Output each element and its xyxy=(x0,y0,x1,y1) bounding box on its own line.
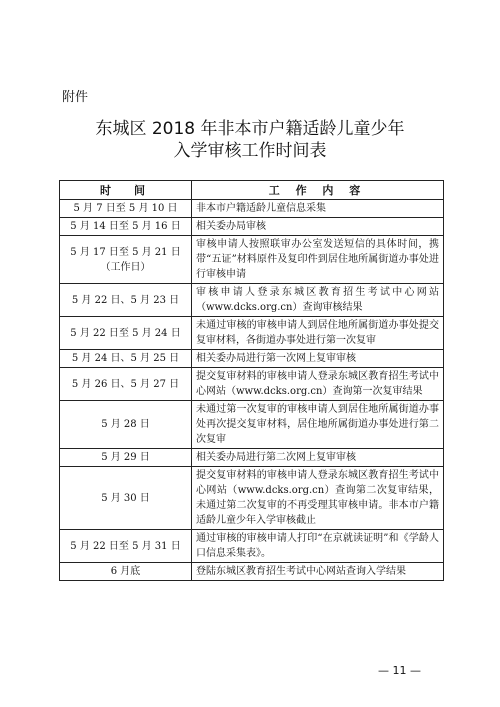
table-row xyxy=(60,284,444,317)
table-row xyxy=(60,218,444,236)
row-time: 5 月 17 日至 5 月 21 日（工作日） xyxy=(60,236,192,284)
row-time: 5 月 28 日 xyxy=(60,401,192,449)
page-number: — 11 — xyxy=(378,664,421,677)
row-time: 5 月 22 日至 5 月 24 日 xyxy=(60,317,192,350)
row-content: 审核申请人登录东城区教育招生考试中心网站（www.dcks.org.cn）查询审核结果 xyxy=(192,284,444,317)
table-row xyxy=(60,317,444,350)
row-content: 审核申请人按照联审办公室发送短信的具体时间，携带“五证”材料原件及复印件到居住地所属街道办事处进行审核申请 xyxy=(192,236,444,284)
document-title-line2: 入学审核工作时间表 xyxy=(173,141,327,161)
row-content: 相关委办局进行第一次网上复审审核 xyxy=(192,350,444,368)
row-content: 相关委办局审核 xyxy=(192,218,444,236)
attachment-label: 附件 xyxy=(62,90,89,105)
row-content: 登陆东城区教育招生考试中心网站查询入学结果 xyxy=(192,563,444,581)
header-content: 工 作 内 容 xyxy=(192,181,444,200)
schedule-table xyxy=(59,180,444,581)
table-row xyxy=(60,563,444,581)
row-time: 5 月 14 日至 5 月 16 日 xyxy=(60,218,192,236)
table-row xyxy=(60,449,444,467)
row-time: 5 月 24 日、5 月 25 日 xyxy=(60,350,192,368)
row-content: 未通过审核的审核申请人到居住地所属街道办事处提交复审材料，各街道办事处进行第一次复审 xyxy=(192,317,444,350)
document-title-line1: 东城区 2018 年非本市户籍适龄儿童少年 xyxy=(95,119,405,139)
row-time: 5 月 26 日、5 月 27 日 xyxy=(60,368,192,401)
row-content: 未通过第一次复审的审核申请人到居住地所属街道办事处再次提交复审材料，居住地所属街道办事处进行第二次复审 xyxy=(192,401,444,449)
header-time: 时 间 xyxy=(60,181,192,200)
row-time: 5 月 29 日 xyxy=(60,449,192,467)
table-row xyxy=(60,350,444,368)
row-time: 6 月底 xyxy=(60,563,192,581)
row-time: 5 月 22 日、5 月 23 日 xyxy=(60,284,192,317)
table-header-row xyxy=(60,181,444,200)
table-row xyxy=(60,236,444,284)
row-time: 5 月 30 日 xyxy=(60,467,192,530)
row-time: 5 月 7 日至 5 月 10 日 xyxy=(60,200,192,218)
row-content: 提交复审材料的审核申请人登录东城区教育招生考试中心网站（www.dcks.org.cn）查询第二次复审结果，未通过第二次复审的不再受理其审核申请。非本市户籍适龄儿童少年入学审核截止 xyxy=(192,467,444,530)
row-time: 5 月 22 日至 5 月 31 日 xyxy=(60,530,192,563)
table-row xyxy=(60,401,444,449)
row-content: 提交复审材料的审核申请人登录东城区教育招生考试中心网站（www.dcks.org.cn）查询第一次复审结果 xyxy=(192,368,444,401)
row-content: 非本市户籍适龄儿童信息采集 xyxy=(192,200,444,218)
table-row xyxy=(60,530,444,563)
table-row xyxy=(60,200,444,218)
row-content: 通过审核的审核申请人打印“在京就读证明”和《学龄人口信息采集表》。 xyxy=(192,530,444,563)
table-row xyxy=(60,467,444,530)
table-row xyxy=(60,368,444,401)
row-content: 相关委办局进行第二次网上复审审核 xyxy=(192,449,444,467)
